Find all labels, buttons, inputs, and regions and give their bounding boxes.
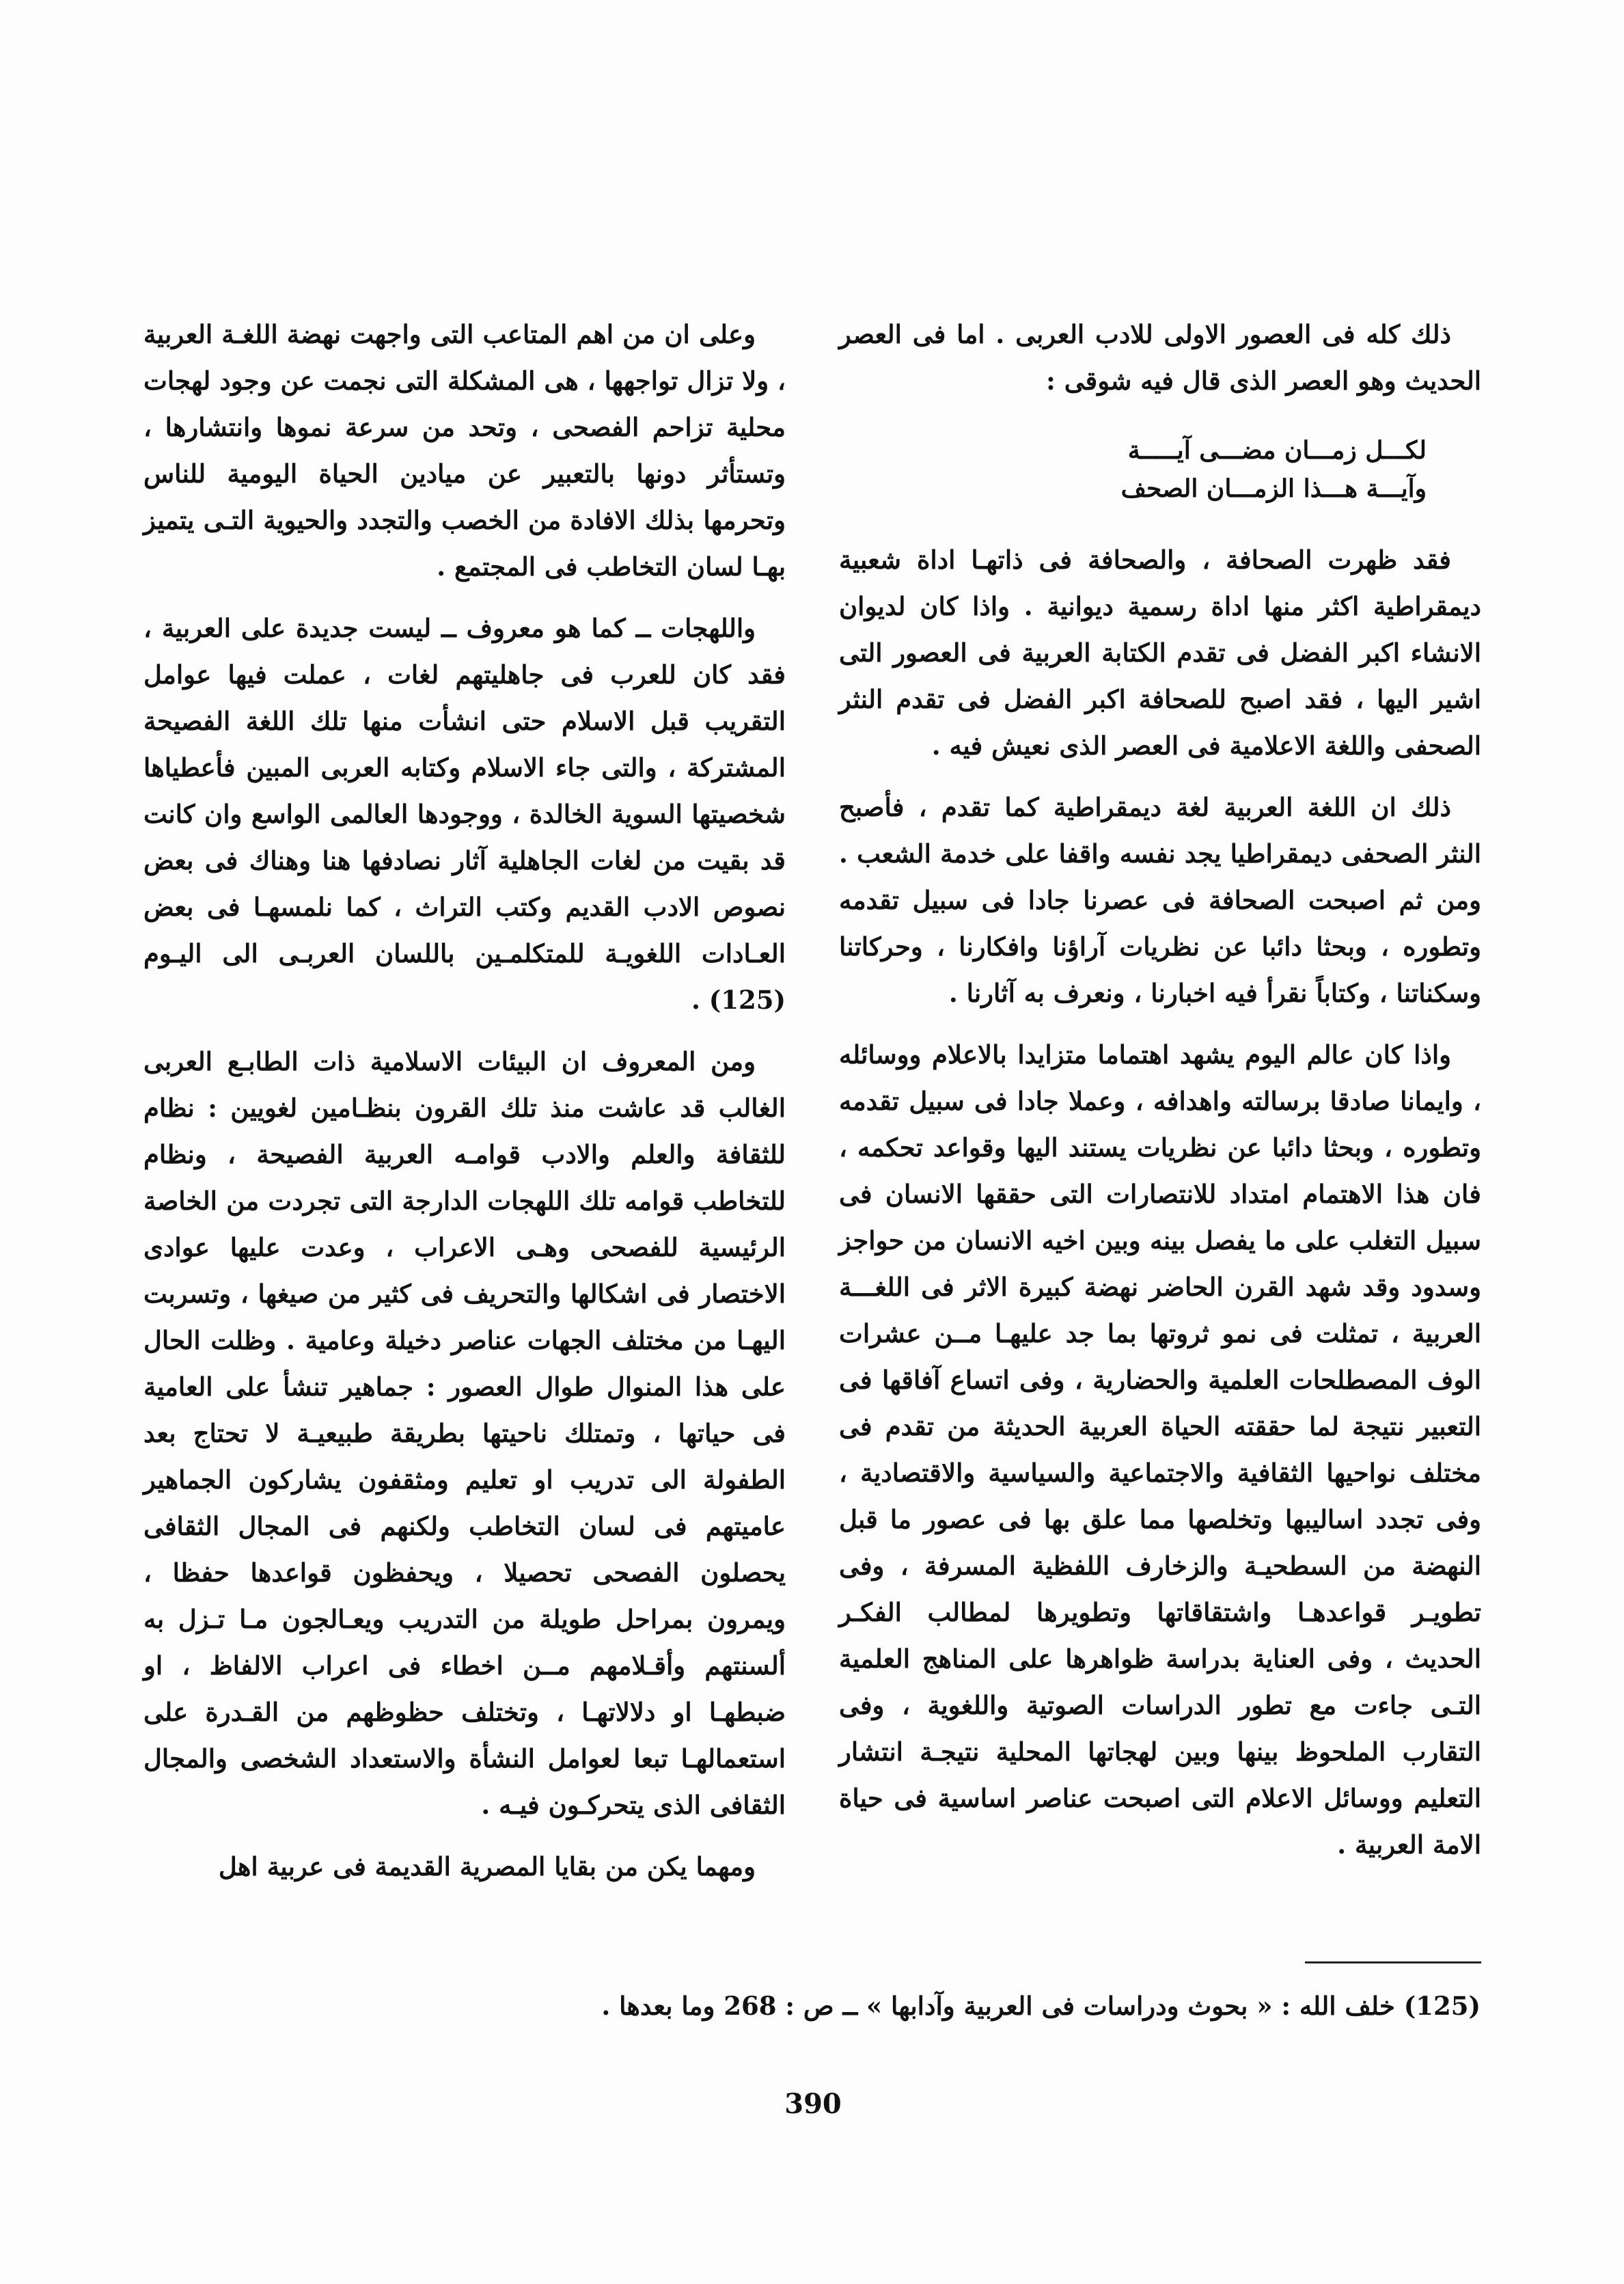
paragraph: وعلى ان من اهم المتاعب التى واجهت نهضة اللغـة العربية ، ولا تزال تواجهها ، هى المشكلة التى نجمت عن وجود لهجات محلية تزاحم الفصحى ، وتحد من سرعة نموها وانتشارها ، وتستأثر دونها بالتعبير عن ميادين الحياة اليومية للناس وتحرمها بذلك الافادة من الخصب والتجدد والحيوية التـى يتميز بهـا لسان التخاطب فى المجتمع .: [143, 319, 786, 582]
paragraph: واذا كان عالم اليوم يشهد اهتماما متزايدا بالاعلام ووسائله ، وايمانا صادقا برسالته واهدافه ، وعملا جادا فى سبيل تقدمه وتطوره ، وبحثا دائبا عن نظريات يستند اليها وقواعد تحكمه ، فان هذا الاهتمام امتداد للانتصارات التى حققها الانسان فى سبيل التغلب على ما يفصل بينه وبين اخيه الانسان من حواجز وسدود وقد شهد القرن الحاضر نهضة كبيرة الاثر فى اللغـــة العربية ، تمثلت فى نمو ثروتها بما جد عليهـا مــن عشرات الوف المصطلحات العلمية والحضارية ، وفى اتساع آفاقها فى التعبير نتيجة لما حققته الحياة العربية الحديثة من تقدم فى مختلف نواحيها الثقافية والاجتماعية والسياسية والاقتصادية ، وفى تجدد اساليبها وتخلصها مما علق بها فى عصور ما قبل النهضة من السطحيـة والزخارف اللفظية المسرفة ، وفى تطويـر قواعدهـا واشتقاقاتها وتطويرها لمطالب الفكـر الحديث ، وفى العناية بدراسة ظواهرها على المناهج العلمية التـى جاءت مع تطور الدراسات الصوتية واللغوية ، وفى التقارب الملحوظ بينها وبين لهجاتها المحلية نتيجـة انتشار التعليم ووسائل الاعلام التى اصبحت عناصر اساسية فى حياة الامة العربية .: [839, 1039, 1481, 1860]
intro-paragraph: ذلك كله فى العصور الاولى للادب العربى . اما فى العصر الحديث وهو العصر الذى قال فيه شوقى :: [839, 319, 1481, 396]
paragraph: فقد ظهرت الصحافة ، والصحافة فى ذاتهـا اداة شعبية ديمقراطية اكثر منها اداة رسمية ديوانية . واذا كان لديوان الانشاء اكبر الفضل فى تقدم الكتابة العربية فى العصور التى اشير اليها ، فقد اصبح للصحافة اكبر الفضل فى تقدم النثر الصحفى واللغة الاعلامية فى العصر الذى نعيش فيه .: [839, 545, 1481, 761]
poem-verse: [839, 431, 1481, 508]
poem-line-2: وآيـــة هـــذا الزمـــان الصحف: [1120, 474, 1427, 503]
page-number: 390: [784, 2088, 842, 2120]
footnote-divider: [1305, 1961, 1481, 1963]
left-column: [143, 311, 786, 1905]
paragraph: ومن المعروف ان البيئات الاسلامية ذات الطابـع العربى الغالب قد عاشت منذ تلك القرون بنظـامين لغويين : نظام للثقافة والعلم والادب قوامـه العربية الفصيحة ، ونظام للتخاطب قوامه تلك اللهجات الدارجة التى تجردت من الخاصة الرئيسية للفصحى وهـى الاعراب ، وعدت عليها عوادى الاختصار فى اشكالها والتحريف فى كثير من صيغها ، وتسربت اليهـا من مختلف الجهات عناصر دخيلة وعامية . وظلت الحال على هذا المنوال طوال العصور : جماهير تنشأ على العامية فى حياتها ، وتمتلك ناحيتها بطريقة طبيعيـة لا تحتاج بعد الطفولة الى تدريب او تعليم ومثقفون يشاركون الجماهير عاميتهم فى لسان التخاطب ولكنهم فى المجال الثقافى يحصلون الفصحى تحصيلا ، ويحفظون قواعدها حفظا ، ويمرون بمراحل طويلة من التدريب ويعـالجون مـا تـزل به ألسنتهم وأقـلامهم مــن اخطاء فى اعراب الالفاظ ، او ضبطهـا او دلالاتهـا ، وتختلف حظوظهم من القـدرة على استعمالهـا تبعا لعوامل النشأة والاستعداد الشخصى والمجال الثقافى الذى يتحركـون فيـه .: [143, 1046, 786, 1820]
paragraph: ومهما يكن من بقايا المصرية القديمة فى عربية اهل: [218, 1851, 756, 1881]
footnote: (125) خلف الله : « بحوث ودراسات فى العربية وآدابها » ــ ص : 268 وما بعدها .: [601, 1991, 1481, 2021]
poem-line-1: لكـــل زمـــان مضـــى آيـــــة: [1127, 436, 1427, 465]
right-column: [839, 311, 1481, 1883]
paragraph: ذلك ان اللغة العربية لغة ديمقراطية كما تقدم ، فأصبح النثر الصحفى ديمقراطيا يجد نفسه واقفا على خدمة الشعب . ومن ثم اصبحت الصحافة فى عصرنا جادا فى سبيل تقدمه وتطوره ، وبحثا دائبا عن نظريات آراؤنا وافكارنا ، وحركاتنا وسكناتنا ، وكتاباً نقرأ فيه اخبارنا ، ونعرف به آثارنا .: [839, 792, 1481, 1008]
paragraph: واللهجات ــ كما هو معروف ــ ليست جديدة على العربية ، فقد كان للعرب فى جاهليتهم لغات ، عملت فيها عوامل التقريب قبل الاسلام حتى انشأت منها تلك اللغة الفصيحة المشتركة ، والتى جاء الاسلام وكتابه العربى المبين فأعطياها شخصيتها السوية الخالدة ، ووجودها العالمى الواسع وان كانت قد بقيت من لغات الجاهلية آثار نصادفها هنا وهناك فى بعض نصوص الادب القديم وكتب التراث ، كما نلمسهـا فى بعض العـادات اللغويـة للمتكلمـين باللسان العربـى الى اليـوم (125) .: [143, 613, 786, 1015]
